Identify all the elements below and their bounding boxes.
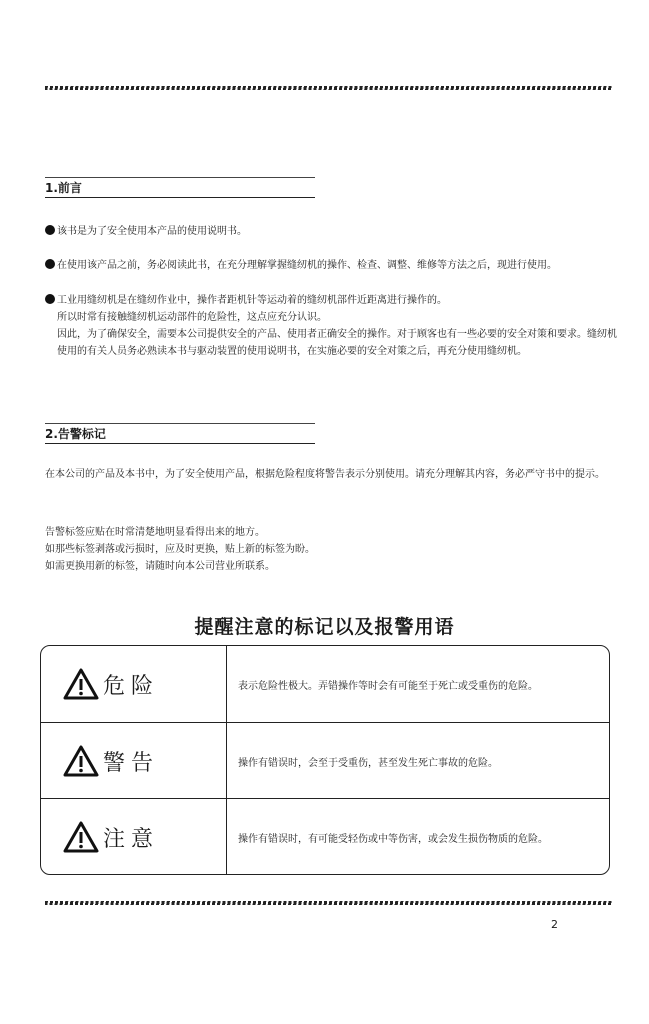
bullet-icon — [45, 225, 55, 235]
preface-paragraph-3 — [45, 292, 625, 360]
label-instructions — [45, 524, 605, 575]
label-instruction-1: 告警标签应贴在时常清楚地明显看得出来的地方。 — [45, 527, 265, 538]
label-instruction-3: 如需更换用新的标签，请随时向本公司营业所联系。 — [45, 561, 275, 572]
caution-label: 注意 — [103, 826, 160, 852]
table-row-warning — [41, 722, 609, 798]
warning-triangle-icon — [63, 668, 99, 700]
preface-text-3a: 工业用缝纫机是在缝纫作业中，操作者距机针等运动着的缝纫机部件近距离进行操作的。 — [57, 295, 447, 306]
top-dashed-rule — [45, 86, 612, 90]
preface-paragraph-2 — [45, 257, 625, 274]
section-heading-preface: 1.前言 — [45, 180, 315, 198]
danger-description: 表示危险性极大。弄错操作等时会有可能至于死亡或受重伤的危险。 — [238, 680, 538, 692]
danger-label: 危险 — [103, 673, 160, 699]
warning-triangle-icon — [63, 745, 99, 777]
preface-paragraph-1 — [45, 223, 605, 240]
table-row-danger — [41, 646, 609, 722]
warning-table — [40, 645, 610, 875]
table-row-caution — [41, 798, 609, 874]
warning-label: 警告 — [103, 750, 160, 776]
page-number: 2 — [551, 918, 558, 931]
preface-text-3b: 所以时常有接触缝纫机运动部件的危险性，这点应充分认识。 — [57, 312, 327, 323]
preface-text-3c: 因此，为了确保安全，需要本公司提供安全的产品、使用者正确安全的操作。对于顾客也有一些必要的安全对策和要求。缝纫机使用的有关人员务必熟读本书与驱动装置的使用说明书，在实施必要的安全对策之后，再充分使用缝纫机。 — [57, 329, 617, 357]
bullet-icon — [45, 259, 55, 269]
caution-label-cell — [63, 799, 159, 875]
section-heading-warning-labels: 2.告警标记 — [45, 426, 315, 444]
preface-text-1: 该书是为了安全使用本产品的使用说明书。 — [57, 226, 247, 237]
warning-intro-paragraph: 在本公司的产品及本书中，为了安全使用产品，根据危险程度将警告表示分别使用。请充分理解其内容，务必严守书中的提示。 — [45, 469, 605, 480]
warning-triangle-icon — [63, 821, 99, 853]
preface-text-2: 在使用该产品之前，务必阅读此书，在充分理解掌握缝纫机的操作、检查、调整、维修等方法之后，现进行使用。 — [57, 260, 557, 271]
caution-description: 操作有错误时，有可能受轻伤或中等伤害，或会发生损伤物质的危险。 — [238, 833, 548, 845]
label-instruction-2: 如那些标签剥落或污损时，应及时更换，贴上新的标签为盼。 — [45, 544, 315, 555]
bullet-icon — [45, 294, 55, 304]
warning-table-title: 提醒注意的标记以及报警用语 — [194, 616, 455, 638]
warning-label-cell — [63, 723, 159, 799]
danger-label-cell — [63, 646, 159, 722]
bottom-dashed-rule — [45, 901, 612, 905]
warning-description: 操作有错误时，会至于受重伤，甚至发生死亡事故的危险。 — [238, 757, 498, 769]
